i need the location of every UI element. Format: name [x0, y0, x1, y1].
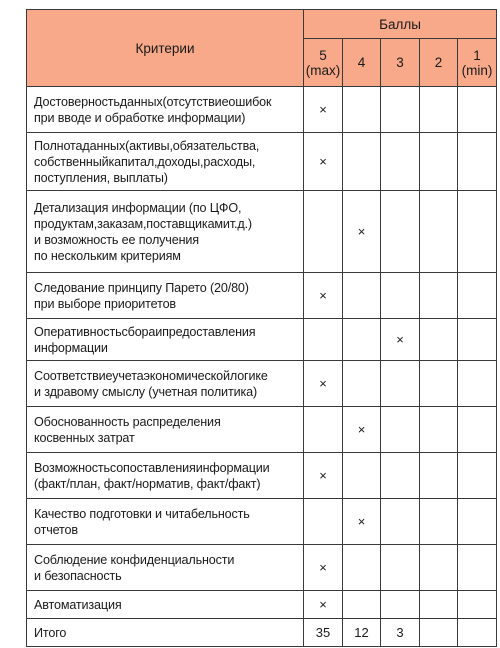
- criterion-cell: [27, 591, 304, 619]
- table-row: [27, 499, 497, 545]
- score-cell: [458, 273, 497, 319]
- score-cell: [381, 499, 420, 545]
- criterion-text-line: (факт/план, факт/норматив, факт/факт): [34, 476, 261, 491]
- score-column-header: [420, 39, 458, 87]
- score-value: 2: [434, 55, 443, 70]
- score-cell: [343, 273, 381, 319]
- score-cell: [381, 453, 420, 499]
- score-cell: [381, 591, 420, 619]
- score-cell: [420, 361, 458, 407]
- score-cell: [458, 361, 497, 407]
- score-cell: [343, 87, 381, 133]
- selected-mark: ×: [319, 560, 327, 575]
- score-cell: [420, 407, 458, 453]
- score-value: 4: [357, 55, 366, 70]
- score-cell: [381, 545, 420, 591]
- score-cell: [343, 591, 381, 619]
- table-row: [27, 591, 497, 619]
- criterion-text-line: Соблюдение конфиденциальности: [34, 552, 235, 567]
- criterion-cell: [27, 273, 304, 319]
- criterion-text-line: информации: [34, 340, 108, 355]
- score-cell: [304, 545, 343, 591]
- score-note: (max): [305, 62, 341, 78]
- table-row: [27, 407, 497, 453]
- score-cell: [420, 191, 458, 273]
- score-cell: [343, 133, 381, 191]
- criterion-text-line: Детализация информации (по ЦФО,: [34, 200, 242, 215]
- score-cell: [381, 361, 420, 407]
- criteria-header: Критерии: [27, 10, 304, 87]
- score-cell: [420, 499, 458, 545]
- criterion-text-line: при выборе приоритетов: [34, 296, 176, 311]
- score-cell: [458, 191, 497, 273]
- score-cell: [381, 407, 420, 453]
- total-value: 3: [381, 619, 420, 647]
- score-cell: [420, 273, 458, 319]
- score-cell: [343, 453, 381, 499]
- table-row: [27, 87, 497, 133]
- score-cell: [381, 87, 420, 133]
- score-cell: [420, 319, 458, 361]
- table-row: [27, 361, 497, 407]
- score-cell: [458, 453, 497, 499]
- evaluation-table: [26, 9, 497, 647]
- table-row: [27, 453, 497, 499]
- score-value: 5: [319, 47, 327, 63]
- score-cell: [420, 453, 458, 499]
- criterion-text-line: Оперативностьсбораипредоставления: [34, 324, 256, 339]
- total-value: [458, 619, 497, 647]
- score-cell: [381, 133, 420, 191]
- score-cell: [458, 133, 497, 191]
- criterion-text-line: собственныйкапитал,доходы,расходы,: [34, 154, 256, 169]
- selected-mark: ×: [357, 224, 366, 239]
- criterion-cell: [27, 319, 304, 361]
- criterion-text-line: Соответствиеучетаэкономическойлогике: [34, 368, 268, 383]
- score-cell: [343, 191, 381, 273]
- table-row: [27, 133, 497, 191]
- criterion-text-line: отчетов: [34, 522, 78, 537]
- score-cell: [343, 319, 381, 361]
- total-value: 35: [304, 619, 343, 647]
- score-cell: [304, 591, 343, 619]
- table-row: [27, 273, 497, 319]
- selected-mark: ×: [319, 597, 327, 612]
- criterion-cell: [27, 545, 304, 591]
- score-cell: [458, 87, 497, 133]
- score-cell: [304, 453, 343, 499]
- score-cell: [304, 361, 343, 407]
- criterion-text-line: Достоверностьданных(отсутствиеошибок: [34, 94, 272, 109]
- score-column-header: [343, 39, 381, 87]
- selected-mark: ×: [319, 102, 327, 117]
- selected-mark: ×: [396, 332, 404, 347]
- total-value: 12: [343, 619, 381, 647]
- table-row: [27, 191, 497, 273]
- criterion-text-line: и здравому смыслу (учетная политика): [34, 384, 257, 399]
- criterion-cell: [27, 407, 304, 453]
- total-label: Итого: [27, 619, 304, 647]
- criterion-text-line: поступления, выплаты): [34, 170, 168, 185]
- score-value: 3: [396, 55, 404, 70]
- criterion-text-line: при вводе и обработке информации): [34, 110, 246, 125]
- score-cell: [381, 319, 420, 361]
- score-cell: [343, 407, 381, 453]
- score-cell: [343, 499, 381, 545]
- score-cell: [420, 545, 458, 591]
- criterion-cell: [27, 499, 304, 545]
- score-cell: [304, 87, 343, 133]
- criterion-cell: [27, 453, 304, 499]
- criterion-text-line: Полнотаданных(активы,обязательства,: [34, 138, 260, 153]
- table-row: [27, 319, 497, 361]
- table-row: [27, 545, 497, 591]
- score-cell: [458, 545, 497, 591]
- score-cell: [304, 191, 343, 273]
- criterion-cell: [27, 133, 304, 191]
- score-cell: [420, 591, 458, 619]
- criterion-text-line: и безопасность: [34, 568, 122, 583]
- score-cell: [420, 133, 458, 191]
- criterion-text-line: продуктам,заказам,поставщикамит.д.): [34, 216, 252, 231]
- selected-mark: ×: [319, 376, 327, 391]
- criterion-cell: [27, 191, 304, 273]
- criterion-text-line: Возможностьсопоставленияинформации: [34, 460, 270, 475]
- score-cell: [420, 87, 458, 133]
- criterion-text-line: по нескольким критериям: [34, 248, 181, 263]
- score-column-header: [381, 39, 420, 87]
- score-cell: [458, 591, 497, 619]
- selected-mark: ×: [357, 514, 366, 529]
- selected-mark: ×: [319, 468, 327, 483]
- criterion-cell: [27, 87, 304, 133]
- score-cell: [304, 499, 343, 545]
- criterion-cell: [27, 361, 304, 407]
- total-value: [420, 619, 458, 647]
- criterion-text-line: и возможность ее получения: [34, 232, 199, 247]
- score-cell: [304, 407, 343, 453]
- score-column-header: [304, 39, 343, 87]
- score-cell: [458, 407, 497, 453]
- criterion-text-line: Автоматизация: [34, 597, 122, 612]
- scores-header: Баллы: [304, 10, 497, 39]
- score-note: (min): [461, 62, 493, 78]
- score-cell: [458, 319, 497, 361]
- score-value: 1: [473, 47, 481, 63]
- score-column-header: [458, 39, 497, 87]
- selected-mark: ×: [319, 154, 327, 169]
- score-cell: [458, 499, 497, 545]
- score-cell: [304, 133, 343, 191]
- criterion-text-line: Качество подготовки и читабельность: [34, 506, 250, 521]
- score-cell: [381, 191, 420, 273]
- criterion-text-line: косвенных затрат: [34, 430, 135, 445]
- selected-mark: ×: [319, 288, 327, 303]
- selected-mark: ×: [357, 422, 366, 437]
- score-cell: [343, 361, 381, 407]
- score-cell: [304, 273, 343, 319]
- score-cell: [381, 273, 420, 319]
- criterion-text-line: Обоснованность распределения: [34, 414, 221, 429]
- criterion-text-line: Следование принципу Парето (20/80): [34, 280, 249, 295]
- score-cell: [304, 319, 343, 361]
- score-cell: [343, 545, 381, 591]
- total-row: [27, 619, 497, 647]
